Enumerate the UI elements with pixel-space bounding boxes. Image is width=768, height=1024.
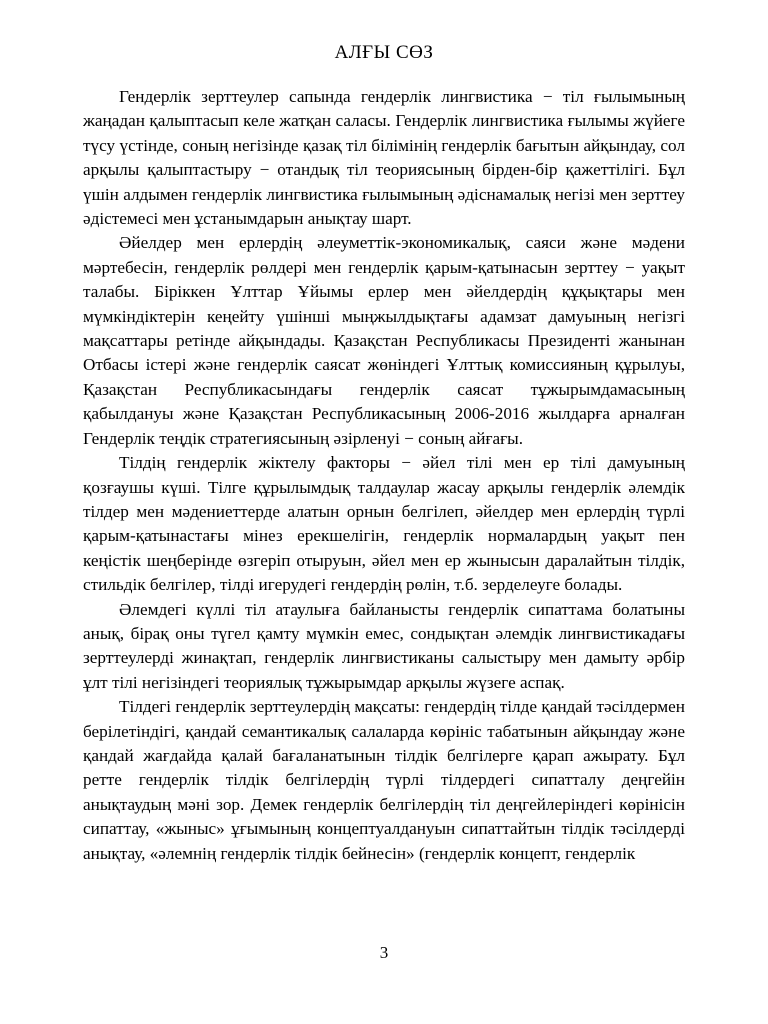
body-text: [83, 85, 685, 866]
paragraph-3: Тілдің гендерлік жіктелу факторы − әйел тілі мен ер тілі дамуының қозғаушы күші. Тілге құрылымдық талдаулар жасау арқылы гендерлік әлемдік тілдер мен мәдениеттерде алатын орнын белгілеп, әйелдер мен ерлердің түрлі қарым-қатынастағы мінез ерекшелігін, гендерлік нормалардың уақыт пен кеңістік шеңберінде өзгеріп отыруын, әйел мен ер жынысын даралайтын тілдік, стильдік белгілер, тілді игерудегі гендердің рөлін, т.б. зерделеуге болады.: [83, 453, 685, 595]
page-title: АЛҒЫ СӨЗ: [334, 42, 434, 63]
paragraph-5: Тілдегі гендерлік зерттеулердің мақсаты: гендердің тілде қандай тәсілдермен берілетіндігі, қандай семантикалық салаларда көрініс табатынын айқындау және қандай жағдайда қалай бағаланатынын тілдік белгілерге қарап ажырату. Бұл ретте гендерлік тілдік белгілердің түрлі тілдердегі сипатталу деңгейін анықтаудың мәні зор. Демек гендерлік белгілердің тіл деңгейлеріндегі көрінісін сипаттау, «жыныс» ұғымының концептуалдануын сипаттайтын тілдік тәсілдерді анықтау, «әлемнің гендерлік тілдік бейнесін» (гендерлік концепт, гендерлік: [83, 697, 685, 863]
paragraph-2: Әйелдер мен ерлердің әлеуметтік-экономикалық, саяси және мәдени мәртебесін, гендерлік рөлдері мен гендерлік қарым-қатынасын зерттеу − уақыт талабы. Біріккен Ұлттар Ұйымы ерлер мен әйелдердің құқықтары мен мүмкіндіктерін кеңейту үшінші мыңжылдықтағы адамзат дамуының негізгі мақсаттары ретінде айқындады. Қазақстан Республикасы Президенті жанынан Отбасы істері және гендерлік саясат жөніндегі Ұлттық комиссияның құрылуы, Қазақстан Республикасындағы гендерлік саясат тұжырымдамасының қабылдануы және Қазақстан Республикасының 2006-2016 жылдарға арналған Гендерлік теңдік стратегиясының әзірленуі − соның айғағы.: [83, 233, 685, 448]
page-number: 3: [379, 943, 389, 962]
paragraph-1: Гендерлік зерттеулер сапында гендерлік лингвистика − тіл ғылымының жаңадан қалыптасып келе жатқан саласы. Гендерлік лингвистика ғылымы жүйеге түсу үстінде, соның негізінде қазақ тіл білімінің гендерлік бағытын айқындау, сол арқылы қалыптастыру − отандық тіл теориясының бірден-бір қажеттілігі. Бұл үшін алдымен гендерлік лингвистика ғылымының әдіснамалық негізі мен зерттеу әдістемесі мен ұстанымдарын анықтау шарт.: [83, 87, 685, 229]
paragraph-4: Әлемдегі күллі тіл атаулыға байланысты гендерлік сипаттама болатыны анық, бірақ оны түгел қамту мүмкін емес, сондықтан әлемдік лингвистикадағы зерттеулерді жинақтап, гендерлік лингвистиканы салыстыру мен дамыту әрбір ұлт тілі негізіндегі теориялық тұжырымдар арқылы жүзеге аспақ.: [83, 599, 685, 692]
